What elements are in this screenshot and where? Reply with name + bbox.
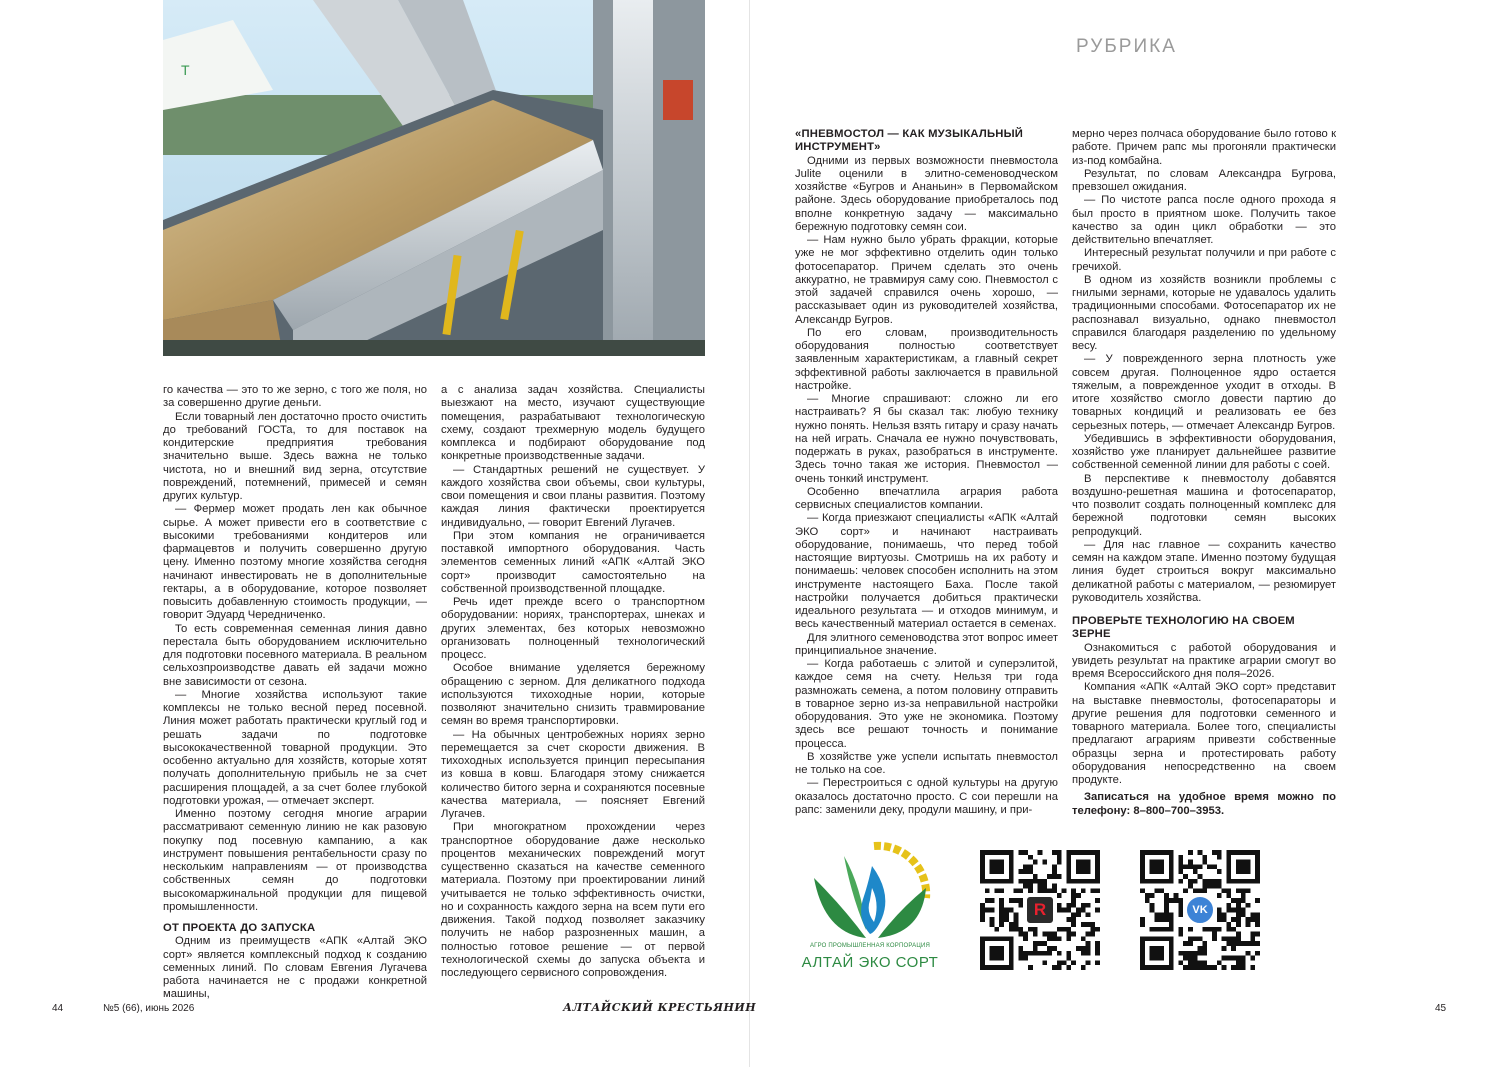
paragraph: Речь идет прежде всего о транспортном оборудовании: нориях, транспортерах, шнеках и других элементах, без которых невозможно организовать полноценный технологический процесс. bbox=[441, 596, 705, 661]
paragraph: го качества — это то же зерно, с того же поля, но за совершенно другие деньги. bbox=[163, 384, 427, 410]
paragraph: — Когда приезжают специалисты «АПК «Алтай ЭКО сорт» и начинают настраивать оборудование, понимаешь, что перед тобой настоящие виртуозы. Смотришь на их работу и понимаешь: человек способен исполнить на этом инструменте настоящего Баха. После такой настройки получается добиться практически идеального результата — и отходов минимум, и весь качественный материал остается в семенах. bbox=[795, 512, 1058, 631]
paragraph: мерно через полчаса оборудование было готово к работе. Причем рапс мы прогоняли практически из-под комбайна. bbox=[1072, 128, 1336, 167]
section-heading: ОТ ПРОЕКТА ДО ЗАПУСКА bbox=[163, 922, 316, 934]
paragraph: По его словам, производительность оборудования полностью соответствует заявленным характеристикам, а главный секрет эффективной работы заключается в правильной настройке. bbox=[795, 326, 1058, 392]
paragraph: — На обычных центробежных нориях зерно перемещается за счет скорости движения. В тихоходных используется принцип пересыпания из ковша в ковш. Благодаря этому снижается количество битого зерна и сохраняются посевные качества материала, — поясняет Евгений Лугачев. bbox=[441, 728, 705, 820]
paragraph: а с анализа задач хозяйства. Специалисты выезжают на место, изучают существующие помещения, разрабатывают технологическую схему, создают трехмерную модель будущего комплекса и подбирают оборудование под конкретные производственные задачи. bbox=[441, 384, 705, 463]
paragraph: Для элитного семеноводства этот вопрос имеет принципиальное значение. bbox=[795, 631, 1058, 657]
paragraph: — По чистоте рапса после одного прохода я был просто в приятном шоке. Получить такое качество за один цикл обработки — это действительно впечатляет. bbox=[1072, 194, 1336, 246]
paragraph: При этом компания не ограничивается поставкой импортного оборудования. Часть элементов семенных линий «АПК «Алтай ЭКО сорт» производит самостоятельно на собственной производственной площадке. bbox=[441, 529, 705, 595]
paragraph: — Фермер может продать лен как обычное сырье. А может привести его в соответствие с высокими требованиями кондитеров или фармацевтов и получить совершенно другую цену. Именно поэтому многие хозяйства сегодня начинают инвестировать не в дополнительные гектары, а в оборудование, которое позволяет повысить добавленную стоимость продукции, — говорит Эдуард Чередниченко. bbox=[163, 503, 427, 622]
magazine-name: АЛТАЙСКИЙ КРЕСТЬЯНИН bbox=[563, 1001, 757, 1014]
article-column-3 bbox=[795, 128, 1058, 817]
section-heading: ПРОВЕРЬТЕ ТЕХНОЛОГИЮ НА СВОЕМ ЗЕРНЕ bbox=[1072, 615, 1295, 641]
paragraph: — Перестроиться с одной культуры на другую оказалось достаточно просто. С сои перешли на рапс: заменили деку, продули машину, и при- bbox=[795, 777, 1058, 816]
rutube-qr-code[interactable] bbox=[980, 850, 1100, 970]
paragraph: Именно поэтому сегодня многие аграрии рассматривают семенную линию не как разовую покупку под посевную кампанию, а как инструмент повышения рентабельности сразу по нескольким направлениям — от производства собственных семян до подготовки высокомаржинальной продукции для пищевой промышленности. bbox=[163, 808, 427, 913]
article-column-1 bbox=[163, 384, 427, 1002]
logo-name: АЛТАЙ ЭКО СОРТ bbox=[801, 954, 939, 971]
paragraph: — Многие спрашивают: сложно ли его настраивать? Я бы сказал так: любую технику нужно понять. Нельзя взять гитару и сразу начать на ней играть. Сначала ее нужно почувствовать, подержать в руках, разобраться в инструменте. Здесь точно такая же история. Пневмостол — очень тонкий инструмент. bbox=[795, 393, 1058, 485]
paragraph: Ознакомиться с работой оборудования и увидеть результат на практике аграрии смогут во время Всероссийского дня поля–2026. bbox=[1072, 641, 1336, 680]
seed-line-photo bbox=[163, 0, 705, 356]
paragraph: Убедившись в эффективности оборудования, хозяйство уже планирует дальнейшее развитие собственной семенной линии для работы с соей. bbox=[1072, 432, 1336, 472]
paragraph: Компания «АПК «Алтай ЭКО сорт» представит на выставке пневмостолы, фотосепараторы и другие решения для подготовки семенного и товарного материала. Более того, специалисты предлагают аграриям привезти собственные образцы зерна и протестировать работу оборудования непосредственно на своем продукте. bbox=[1072, 681, 1336, 786]
left-page-number: 44 bbox=[52, 1003, 64, 1014]
paragraph: Результат, по словам Александра Бугрова, превзошел ожидания. bbox=[1072, 167, 1336, 193]
paragraph: Одними из первых возможности пневмостола Julite оценили в элитно-семеноводческом хозяйстве «Бугров и Ананьин» в Первомайском районе. Здесь оборудование приобреталось под вполне конкретную задачу — максимально бережную подготовку семян сои. bbox=[795, 154, 1058, 233]
paragraph: — Когда работаешь с элитой и суперэлитой, каждое семя на счету. Нельзя три года размножать семена, а потом половину отправить в товарное зерно из-за неправильной настройки оборудования. Это уже не экономика. Поэтому здесь все решают точность и понимание процесса. bbox=[795, 658, 1058, 750]
paragraph: То есть современная семенная линия давно перестала быть оборудованием исключительно для подготовки посевного материала. В реальном сельхозпроизводстве давать ей задачи можно вне зависимости от сезона. bbox=[163, 622, 427, 688]
paragraph: — Для нас главное — сохранить качество семян на каждом этапе. Именно поэтому будущая линия будет строиться вокруг максимально деликатной работы с материалом, — резюмирует руководитель хозяйства. bbox=[1072, 538, 1336, 604]
paragraph: — У поврежденного зерна плотность уже совсем другая. Полноценное ядро остается тяжелым, а поврежденное уходит в отходы. В итоге хозяйство смогло довести партию до товарных кондиций и реализовать ее без серьезных потерь, — отмечает Александр Бугров. bbox=[1072, 353, 1336, 432]
paragraph: Если товарный лен достаточно просто очистить до требований ГОСТа, то для поставок на кондитерские предприятия требования значительно выше. Здесь важна не только чистота, но и внешний вид зерна, отсутствие повреждений, потемнений, примесей и семян других культур. bbox=[163, 410, 427, 502]
paragraph: — Многие хозяйства используют такие комплексы не только весной перед посевной. Линия может работать практически круглый год и решать задачи по подготовке высококачественной товарной продукции. Это особенно актуально для хозяйств, которые хотят получать дополнительную прибыль не за счет расширения площадей, а за счет более глубокой подготовки урожая, — отмечает эксперт. bbox=[163, 688, 427, 807]
paragraph: Особое внимание уделяется бережному обращению с зерном. Для деликатного подхода используются тихоходные нории, которые позволяют значительно снизить травмирование семян во время транспортировки. bbox=[441, 662, 705, 728]
logo-caption: АГРО ПРОМЫШЛЕННАЯ КОРПОРАЦИЯ bbox=[809, 943, 931, 949]
contact-phone-text: Записаться на удобное время можно по телефону: 8–800–700–3953. bbox=[1072, 791, 1336, 817]
paragraph: Одним из преимуществ «АПК «Алтай ЭКО сорт» является комплексный подход к созданию семенных линий. По словам Евгения Лугачева работа начинается не с продажи конкретной машины, bbox=[163, 935, 427, 1001]
vk-qr-code[interactable] bbox=[1140, 850, 1260, 970]
svg-text:Т: Т bbox=[181, 62, 190, 78]
article-column-4 bbox=[1072, 128, 1336, 818]
paragraph: В одном из хозяйств возникли проблемы с гнилыми зернами, которые не удавалось удалить традиционными способами. Фотосепаратор их не распознавал визуально, однако пневмостол справился благодаря разделению по удельному весу. bbox=[1072, 273, 1336, 352]
issue-label: №5 (66), июнь 2026 bbox=[103, 1003, 195, 1014]
paragraph: При многократном прохождении через транспортное оборудование даже несколько процентов механических повреждений могут существенно сказаться на качестве семенного материала. Поэтому при проектировании линий учитывается не только эффективность очистки, но и сохранность каждого зерна на всем пути его движения. Такой подход позволяет заказчику получить не набор разрозненных машин, а полностью готовое решение — от первой технологической схемы до запуска объекта и последующего сервисного сопровождения. bbox=[441, 821, 705, 979]
rutube-icon: R bbox=[1024, 894, 1056, 926]
paragraph: — Стандартных решений не существует. У каждого хозяйства свои объемы, свои культуры, свои помещения и свои планы развития. Поэтому каждая линия фактически проектируется индивидуально, — говорит Евгений Лугачев. bbox=[441, 463, 705, 529]
paragraph: — Нам нужно было убрать фракции, которые уже не мог эффективно отделить один только фотосепаратор. Причем сделать это очень аккуратно, не травмируя саму сою. Пневмостол с этой задачей справился очень хорошо, — рассказывает один из руководителей хозяйства, Александр Бугров. bbox=[795, 234, 1058, 326]
paragraph: В хозяйстве уже успели испытать пневмостол не только на сое. bbox=[795, 750, 1058, 776]
right-page-number: 45 bbox=[1435, 1003, 1447, 1014]
rubric-label: РУБРИКА bbox=[1076, 36, 1177, 57]
article-column-2 bbox=[441, 384, 705, 980]
page-spine bbox=[749, 0, 750, 1067]
paragraph: Особенно впечатлила агрария работа сервисных специалистов компании. bbox=[795, 485, 1058, 511]
vk-icon: VK bbox=[1184, 894, 1216, 926]
paragraph: В перспективе к пневмостолу добавятся воздушно-решетная машина и фотосепаратор, что позволит создать полноценный комплекс для бережной подготовки семян высоких репродукций. bbox=[1072, 472, 1336, 538]
paragraph: Интересный результат получили и при работе с гречихой. bbox=[1072, 247, 1336, 273]
section-heading: «ПНЕВМОСТОЛ — КАК МУЗЫКАЛЬНЫЙ ИНСТРУМЕНТ» bbox=[795, 128, 1024, 154]
